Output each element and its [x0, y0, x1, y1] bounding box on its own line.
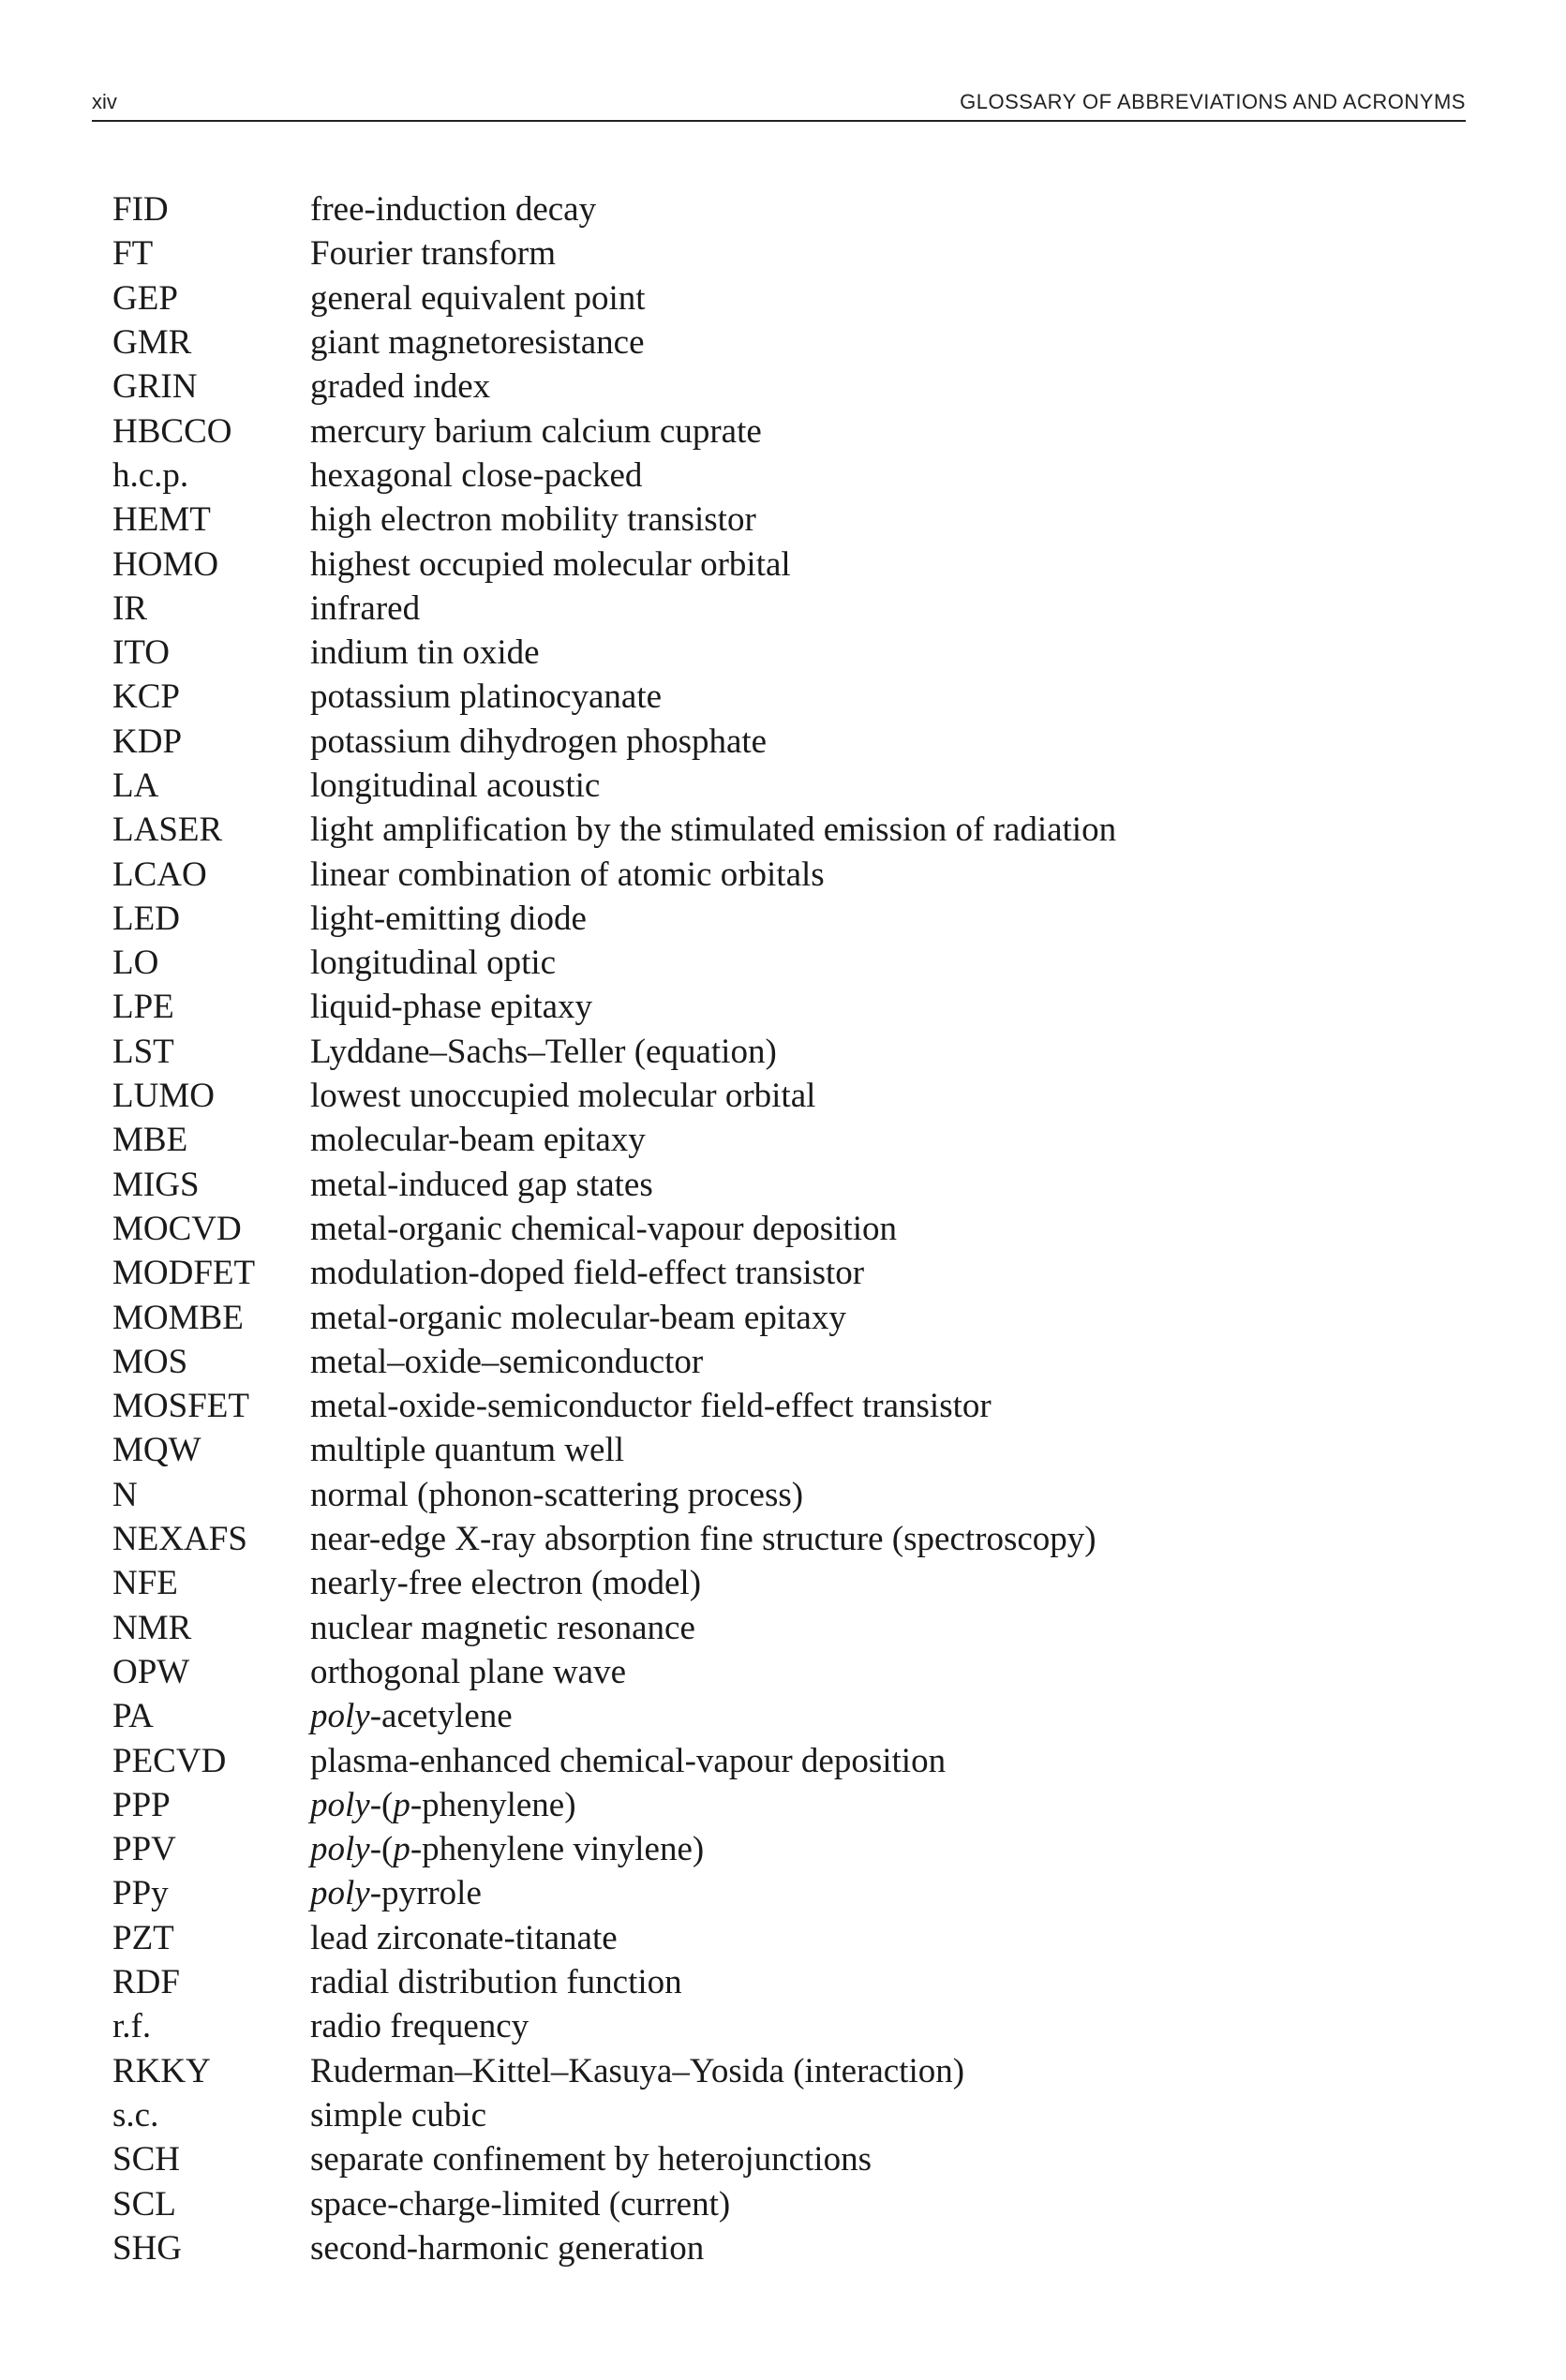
glossary-definition [310, 1120, 646, 1160]
glossary-abbreviation: MOSFET [112, 1387, 249, 1426]
glossary-definition [310, 1918, 618, 1958]
glossary-abbreviation: MOS [112, 1342, 188, 1381]
glossary-definition [310, 1386, 992, 1426]
glossary-abbreviation: GMR [112, 323, 192, 363]
definition-text: infrared [310, 588, 421, 628]
glossary-definition [310, 810, 1116, 850]
glossary-entry [112, 1473, 1424, 1517]
glossary-definition [310, 366, 490, 407]
glossary-abbreviation: PZT [112, 1918, 174, 1957]
definition-italic-part: poly [310, 1874, 370, 1913]
glossary-definition [310, 1696, 513, 1736]
definition-text: metal–oxide–semiconductor [310, 1342, 704, 1381]
definition-text: radio frequency [310, 2007, 529, 2046]
glossary-definition [310, 2051, 964, 2091]
glossary-abbreviation: MODFET [112, 1254, 256, 1293]
glossary-entry [112, 498, 1424, 542]
glossary-abbreviation: RDF [112, 1963, 180, 2002]
glossary-entry [112, 320, 1424, 364]
glossary-abbreviation: OPW [112, 1652, 190, 1691]
definition-text: simple cubic [310, 2095, 487, 2135]
glossary-entry [112, 808, 1424, 852]
glossary-entry [112, 1606, 1424, 1650]
glossary-definition [310, 1165, 653, 1205]
glossary-definition [310, 411, 762, 452]
definition-text: metal-organic molecular-beam epitaxy [310, 1298, 846, 1337]
glossary-abbreviation: PPV [112, 1830, 176, 1869]
glossary-abbreviation: MIGS [112, 1165, 200, 1204]
glossary-entry [112, 1916, 1424, 1960]
glossary-entry [112, 542, 1424, 586]
definition-text: high electron mobility transistor [310, 500, 756, 540]
glossary-entry [112, 1960, 1424, 2004]
definition-text: free-induction decay [310, 190, 597, 230]
definition-italic-part: p [393, 1830, 410, 1869]
glossary-definition [310, 1032, 777, 1072]
definition-text: indium tin oxide [310, 633, 540, 673]
glossary-abbreviation: PECVD [112, 1741, 227, 1780]
glossary-definition [310, 1873, 482, 1913]
glossary-abbreviation: NMR [112, 1608, 192, 1647]
glossary-definition [310, 1209, 897, 1249]
glossary-entry [112, 1163, 1424, 1207]
glossary-entry [112, 2181, 1424, 2225]
glossary-entry [112, 675, 1424, 719]
glossary-definition [310, 189, 596, 230]
glossary-definition [310, 2095, 486, 2135]
definition-text: Ruderman–Kittel–Kasuya–Yosida (interaction) [310, 2051, 965, 2090]
glossary-entry [112, 276, 1424, 320]
page-header [92, 82, 1466, 122]
definition-italic-part: poly [310, 1830, 370, 1869]
glossary-entry [112, 1030, 1424, 1074]
definition-text: mercury barium calcium cuprate [310, 411, 762, 451]
glossary-abbreviation: KDP [112, 721, 183, 761]
glossary-entry [112, 985, 1424, 1029]
glossary-definition [310, 278, 646, 319]
glossary-entry [112, 364, 1424, 409]
glossary-abbreviation: GEP [112, 278, 178, 318]
glossary-definition [310, 1652, 626, 1692]
definition-text: linear combination of atomic orbitals [310, 855, 825, 894]
glossary-definition [310, 544, 791, 585]
glossary-entry [112, 852, 1424, 896]
glossary-abbreviation: LPE [112, 988, 174, 1027]
definition-text: lowest unoccupied molecular orbital [310, 1077, 816, 1116]
glossary-entry [112, 1251, 1424, 1295]
glossary-entry [112, 1783, 1424, 1827]
glossary-abbreviation: N [112, 1475, 138, 1514]
glossary-definition [310, 1563, 701, 1603]
definition-text: potassium platinocyanate [310, 677, 663, 717]
glossary-abbreviation: MOMBE [112, 1298, 244, 1337]
glossary-abbreviation: s.c. [112, 2095, 159, 2135]
definition-text: nearly-free electron (model) [310, 1564, 702, 1603]
glossary-definition [310, 2184, 730, 2224]
glossary-abbreviation: MBE [112, 1121, 188, 1160]
glossary-entry [112, 587, 1424, 631]
definition-text: longitudinal acoustic [310, 766, 601, 805]
definition-text: Fourier transform [310, 234, 557, 274]
definition-text: highest occupied molecular orbital [310, 544, 791, 584]
glossary-abbreviation: NEXAFS [112, 1520, 247, 1559]
glossary-abbreviation: FT [112, 234, 154, 274]
glossary-definition [310, 677, 662, 717]
definition-mid-part: -( [369, 1830, 394, 1869]
definition-text: normal (phonon-scattering process) [310, 1475, 804, 1514]
glossary-entry [112, 454, 1424, 498]
glossary-definition [310, 455, 642, 496]
glossary-abbreviation: GRIN [112, 367, 198, 407]
glossary-abbreviation: IR [112, 588, 147, 628]
glossary-abbreviation: LST [112, 1032, 174, 1071]
glossary-abbreviation: MQW [112, 1431, 201, 1470]
glossary-abbreviation: NFE [112, 1564, 178, 1603]
glossary-entry [112, 1517, 1424, 1561]
glossary-definition [310, 1076, 815, 1116]
glossary-abbreviation: LUMO [112, 1077, 215, 1116]
glossary-definition [310, 499, 756, 540]
definition-mid-part: -( [369, 1785, 394, 1824]
glossary-entry [112, 941, 1424, 985]
glossary-entry [112, 1384, 1424, 1428]
glossary-abbreviation: LA [112, 766, 159, 805]
glossary-definition [310, 987, 592, 1027]
glossary-abbreviation: LCAO [112, 855, 207, 894]
glossary-entry [112, 2137, 1424, 2181]
glossary-definition [310, 1741, 946, 1781]
definition-text: metal-oxide-semiconductor field-effect transistor [310, 1387, 992, 1426]
definition-text: radial distribution function [310, 1963, 682, 2002]
definition-text: multiple quantum well [310, 1431, 625, 1470]
definition-text: giant magnetoresistance [310, 323, 645, 363]
glossary-definition [310, 766, 600, 806]
glossary-definition [310, 1829, 704, 1869]
glossary-abbreviation: SCH [112, 2140, 180, 2179]
definition-text: light amplification by the stimulated emission of radiation [310, 811, 1117, 850]
glossary-definition [310, 2139, 872, 2179]
glossary-entry [112, 187, 1424, 231]
glossary-definition [310, 2006, 529, 2046]
glossary-abbreviation: HOMO [112, 544, 219, 584]
definition-text: -pyrrole [369, 1874, 482, 1913]
glossary-entry [112, 231, 1424, 275]
glossary-definition [310, 1298, 846, 1338]
definition-text: near-edge X-ray absorption fine structure (spectroscopy) [310, 1520, 1096, 1559]
definition-text: -phenylene) [410, 1785, 576, 1824]
definition-text: nuclear magnetic resonance [310, 1608, 695, 1647]
glossary-definition [310, 233, 556, 274]
glossary-entry [112, 1340, 1424, 1384]
glossary-definition [310, 1475, 803, 1515]
definition-text: graded index [310, 367, 491, 407]
definition-text: space-charge-limited (current) [310, 2184, 731, 2224]
glossary-definition [310, 855, 825, 895]
definition-text: metal-induced gap states [310, 1165, 653, 1204]
glossary-definition [310, 943, 556, 983]
glossary-entry [112, 720, 1424, 764]
glossary-abbreviation: h.c.p. [112, 455, 189, 495]
glossary-definition [310, 1519, 1096, 1559]
glossary-abbreviation: ITO [112, 633, 170, 673]
definition-text: light-emitting diode [310, 899, 587, 938]
page-number: xiv [92, 90, 117, 113]
glossary-entry [112, 2048, 1424, 2092]
glossary-abbreviation: SHG [112, 2228, 183, 2268]
definition-italic-part: poly [310, 1785, 370, 1824]
glossary-entry [112, 631, 1424, 675]
glossary-entry [112, 2226, 1424, 2270]
glossary-definition [310, 1342, 703, 1382]
glossary-abbreviation: HBCCO [112, 411, 232, 451]
glossary-entry [112, 1428, 1424, 1472]
glossary-definition [310, 1785, 576, 1825]
glossary-definition [310, 721, 767, 762]
glossary-entry [112, 1207, 1424, 1251]
definition-italic-part: p [393, 1785, 410, 1824]
definition-text: -acetylene [369, 1697, 513, 1736]
definition-italic-part: poly [310, 1697, 370, 1736]
glossary-abbreviation: PA [112, 1697, 154, 1736]
glossary-definition [310, 2228, 704, 2268]
definition-text: orthogonal plane wave [310, 1652, 626, 1691]
definition-text: liquid-phase epitaxy [310, 988, 593, 1027]
definition-text: Lyddane–Sachs–Teller (equation) [310, 1032, 777, 1071]
glossary-entry [112, 409, 1424, 453]
glossary-abbreviation: PPP [112, 1785, 171, 1824]
glossary-abbreviation: RKKY [112, 2051, 211, 2090]
definition-text: general equivalent point [310, 278, 646, 318]
definition-text: hexagonal close-packed [310, 455, 643, 495]
glossary-entry [112, 1118, 1424, 1162]
glossary-abbreviation: LO [112, 944, 159, 983]
definition-text: second-harmonic generation [310, 2228, 705, 2268]
glossary-definition [310, 1962, 682, 2002]
glossary-entry [112, 1827, 1424, 1871]
glossary-definition [310, 1430, 624, 1470]
definition-text: modulation-doped field-effect transistor [310, 1254, 865, 1293]
glossary-entry [112, 1871, 1424, 1915]
glossary-abbreviation: PPy [112, 1874, 169, 1913]
glossary-entry [112, 897, 1424, 941]
definition-text: lead zirconate-titanate [310, 1918, 618, 1957]
glossary-abbreviation: r.f. [112, 2007, 152, 2046]
glossary-abbreviation: HEMT [112, 500, 211, 540]
glossary-definition [310, 899, 587, 939]
glossary-definition [310, 588, 420, 629]
glossary-definition [310, 1608, 695, 1648]
glossary-definition [310, 1253, 864, 1293]
running-title: GLOSSARY OF ABBREVIATIONS AND ACRONYMS [960, 90, 1466, 113]
definition-text: separate confinement by heterojunctions [310, 2140, 872, 2179]
glossary-abbreviation: MOCVD [112, 1209, 242, 1248]
glossary-abbreviation: LASER [112, 811, 223, 850]
glossary-entry [112, 1650, 1424, 1694]
glossary-entry [112, 1074, 1424, 1118]
glossary-abbreviation: LED [112, 899, 180, 938]
glossary-entry [112, 2004, 1424, 2048]
glossary-list [112, 187, 1424, 2270]
glossary-abbreviation: KCP [112, 677, 180, 717]
definition-text: metal-organic chemical-vapour deposition [310, 1209, 898, 1248]
glossary-entry [112, 1694, 1424, 1738]
glossary-entry [112, 1738, 1424, 1782]
glossary-entry [112, 1561, 1424, 1605]
glossary-entry [112, 2093, 1424, 2137]
glossary-definition [310, 632, 540, 673]
definition-text: potassium dihydrogen phosphate [310, 721, 768, 761]
glossary-abbreviation: SCL [112, 2184, 176, 2224]
glossary-entry [112, 764, 1424, 808]
glossary-entry [112, 1295, 1424, 1339]
definition-text: molecular-beam epitaxy [310, 1121, 646, 1160]
definition-text: -phenylene vinylene) [410, 1830, 705, 1869]
glossary-abbreviation: FID [112, 190, 169, 230]
glossary-definition [310, 322, 645, 363]
definition-text: longitudinal optic [310, 944, 557, 983]
definition-text: plasma-enhanced chemical-vapour deposition [310, 1741, 947, 1780]
